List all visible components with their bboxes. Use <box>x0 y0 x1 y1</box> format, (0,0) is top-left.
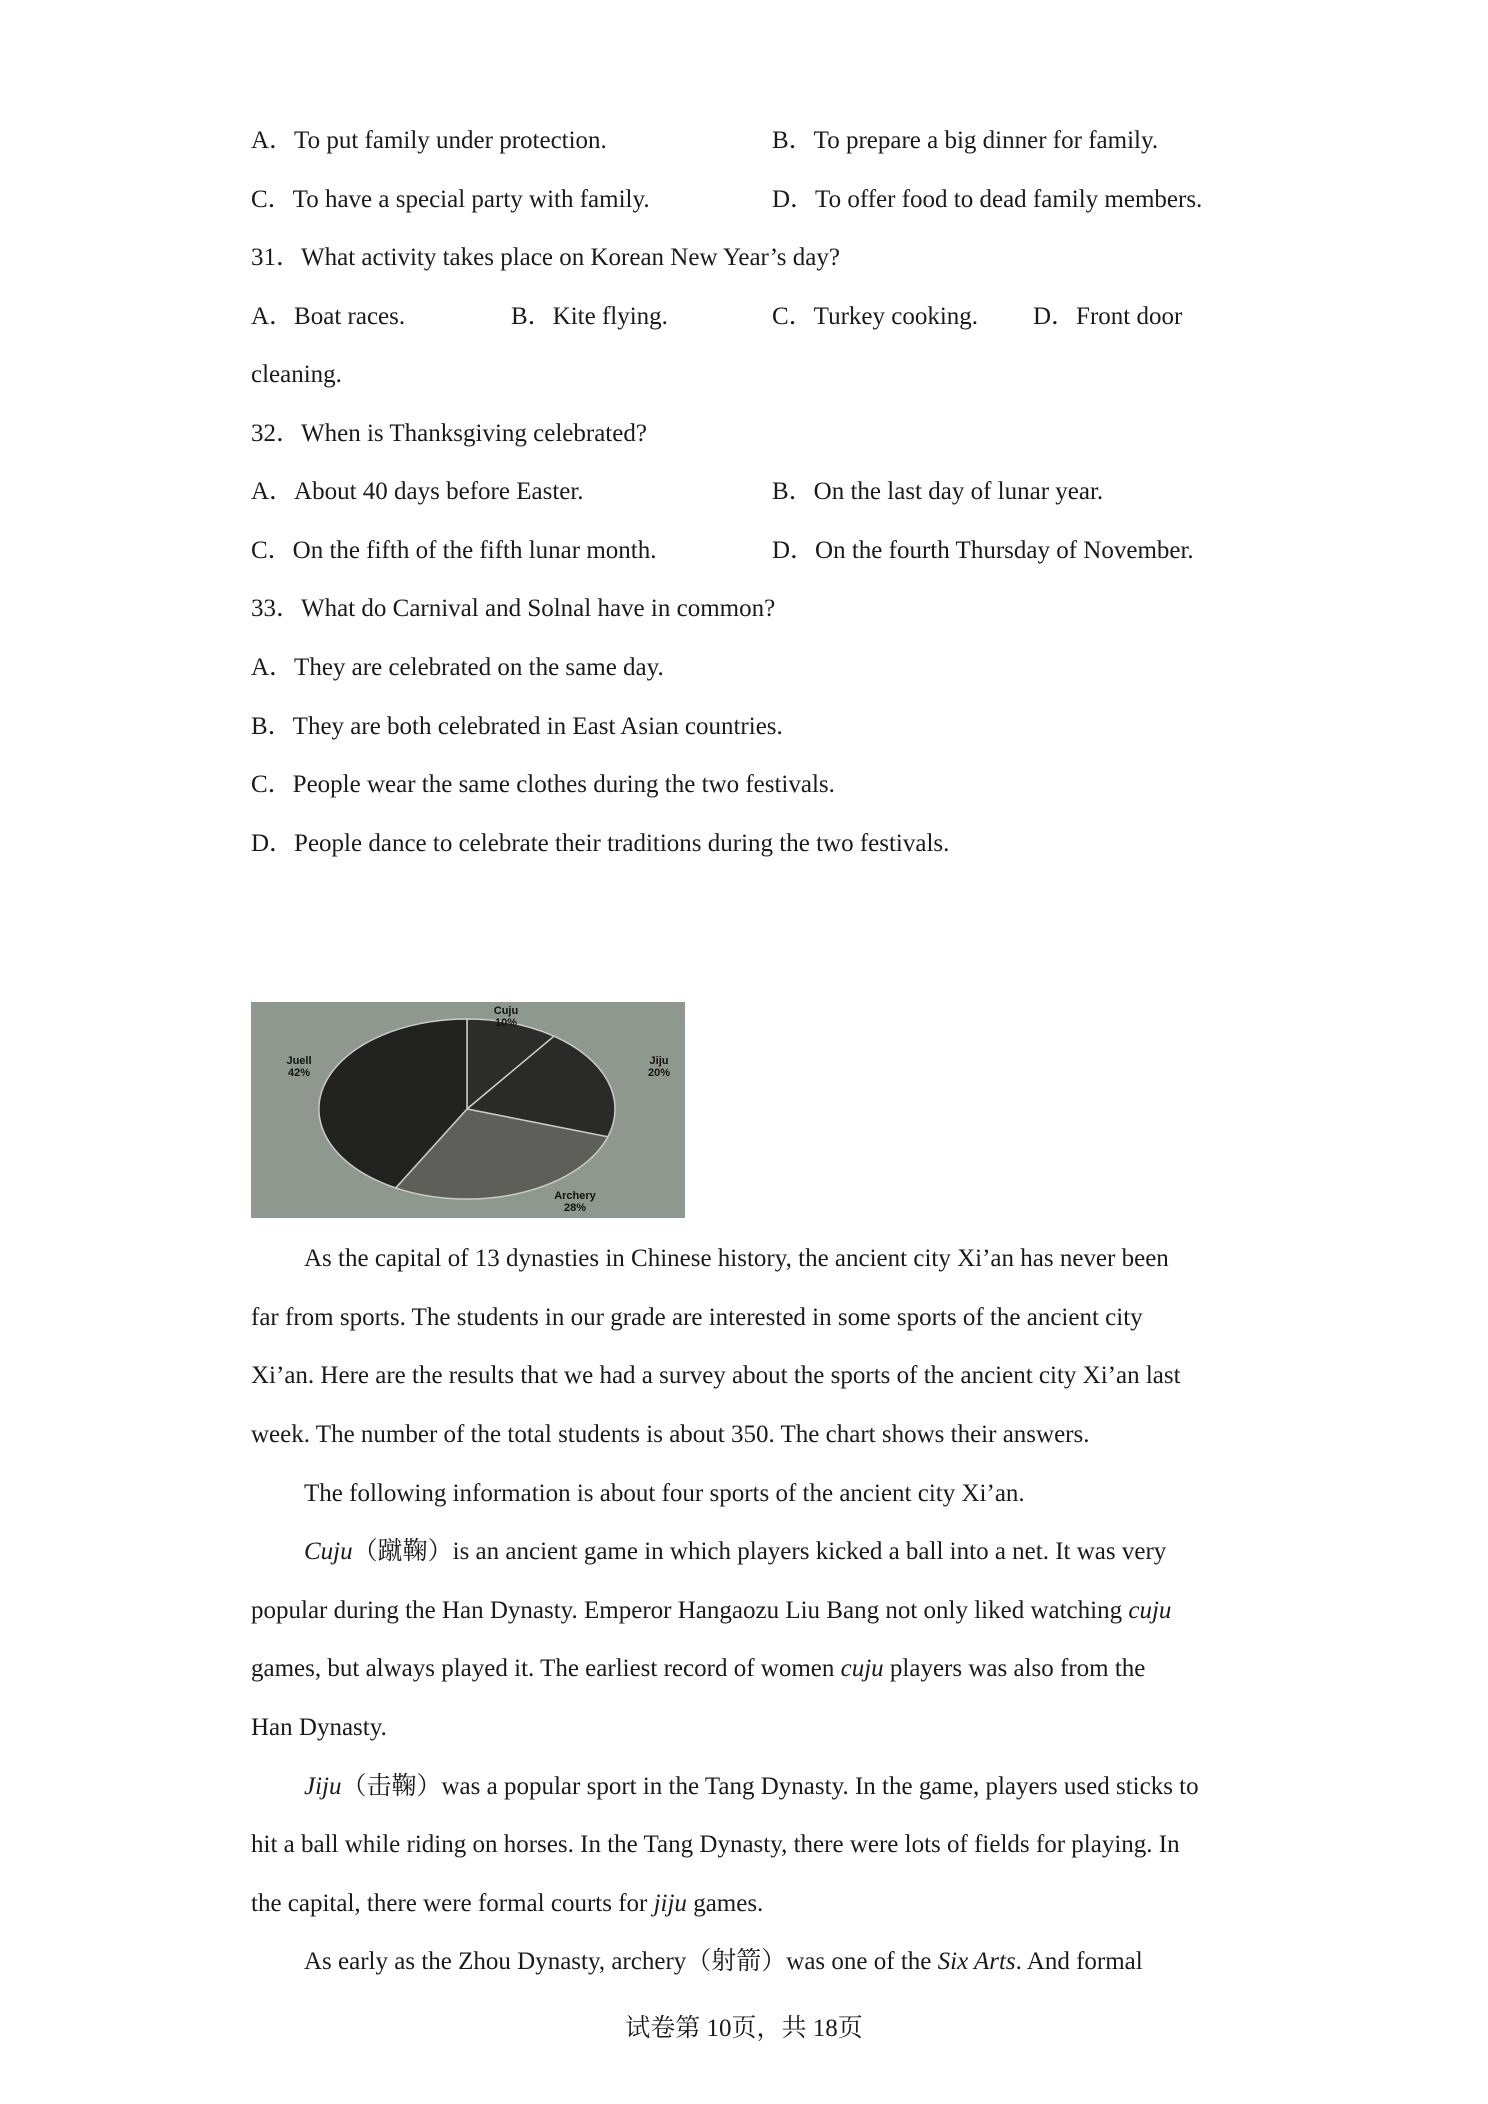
q33-option-b: B．They are both celebrated in East Asian countries. <box>251 713 783 740</box>
q33-option-c: C．People wear the same clothes during the two festivals. <box>251 771 835 798</box>
q33-option-a: A．They are celebrated on the same day. <box>251 654 664 681</box>
q30-option-d: D．To offer food to dead family members. <box>772 186 1203 213</box>
q31-option-d: D．Front door <box>1033 303 1183 330</box>
passage-text: games. <box>686 1890 764 1917</box>
pie-chart-photo <box>251 1002 685 1218</box>
passage-text: . And formal <box>1015 1948 1143 1975</box>
q31-question: 31．What activity takes place on Korean New Year’s day? <box>251 244 840 271</box>
passage-line <box>251 1889 763 1919</box>
pie-label-archery: Archery <box>554 1190 596 1202</box>
pie-value-archery: 28% <box>563 1202 587 1214</box>
passage-text: As early as the Zhou Dynasty, archery（射箭）was one of the <box>304 1948 938 1975</box>
passage-text: games, but always played it. The earliest record of women <box>251 1655 841 1682</box>
term-jiju: jiju <box>653 1890 687 1917</box>
term-six-arts: Six Arts <box>937 1948 1016 1975</box>
term-cuju: cuju <box>840 1655 884 1682</box>
passage-text: popular during the Han Dynasty. Emperor Hangaozu Liu Bang not only liked watching <box>251 1597 1129 1624</box>
passage-text: the capital, there were formal courts for <box>251 1890 654 1917</box>
pie-label-juell: Juell <box>286 1055 312 1067</box>
passage-line <box>304 1947 1143 1977</box>
passage-line <box>304 1772 1199 1802</box>
q33-option-d: D．People dance to celebrate their traditions during the two festivals. <box>251 830 950 857</box>
term-cuju: cuju <box>1128 1597 1172 1624</box>
pie-value-cuju: 10% <box>494 1017 518 1029</box>
pie-value-juell: 42% <box>287 1067 311 1079</box>
passage-line: As the capital of 13 dynasties in Chinese history, the ancient city Xi’an has never been <box>304 1245 1169 1272</box>
passage-text: （击鞠）was a popular sport in the Tang Dynasty. In the game, players used sticks to <box>341 1773 1199 1800</box>
passage-line: Xi’an. Here are the results that we had a survey about the sports of the ancient city Xi’an last <box>251 1362 1181 1389</box>
passage-line: week. The number of the total students is about 350. The chart shows their answers. <box>251 1421 1090 1448</box>
q32-question: 32．When is Thanksgiving celebrated? <box>251 420 647 447</box>
passage-line <box>304 1537 1166 1567</box>
passage-line: far from sports. The students in our grade are interested in some sports of the ancient city <box>251 1304 1143 1331</box>
passage-line <box>251 1654 1145 1684</box>
q31-option-d-continued: cleaning. <box>251 361 342 388</box>
pie-label-cuju: Cuju <box>493 1005 519 1017</box>
q30-option-c: C．To have a special party with family. <box>251 186 650 213</box>
passage-line: Han Dynasty. <box>251 1714 387 1741</box>
q31-option-c: C．Turkey cooking. <box>772 303 979 330</box>
passage-line: The following information is about four sports of the ancient city Xi’an. <box>304 1480 1025 1507</box>
passage-text: players was also from the <box>883 1655 1146 1682</box>
term-cuju: Cuju <box>304 1538 353 1565</box>
q31-option-a: A．Boat races. <box>251 303 406 330</box>
pie-chart <box>251 1002 685 1218</box>
q32-option-a: A．About 40 days before Easter. <box>251 478 584 505</box>
q31-option-b: B．Kite flying. <box>511 303 668 330</box>
passage-text: （蹴鞠）is an ancient game in which players kicked a ball into a net. It was very <box>352 1538 1167 1565</box>
q33-question: 33．What do Carnival and Solnal have in common? <box>251 595 776 622</box>
q32-option-d: D．On the fourth Thursday of November. <box>772 537 1194 564</box>
q32-option-c: C．On the fifth of the fifth lunar month. <box>251 537 657 564</box>
q30-option-b: B．To prepare a big dinner for family. <box>772 127 1159 154</box>
passage-line: hit a ball while riding on horses. In the Tang Dynasty, there were lots of fields for playing. In <box>251 1831 1180 1858</box>
q30-option-a: A．To put family under protection. <box>251 127 607 154</box>
passage-line <box>251 1596 1171 1626</box>
q32-option-b: B．On the last day of lunar year. <box>772 478 1104 505</box>
pie-label-jiju: Jiju <box>649 1055 669 1067</box>
page-footer: 试卷第 10页，共 18页 <box>625 2015 863 2042</box>
term-jiju: Jiju <box>304 1773 342 1800</box>
pie-value-jiju: 20% <box>647 1067 671 1079</box>
